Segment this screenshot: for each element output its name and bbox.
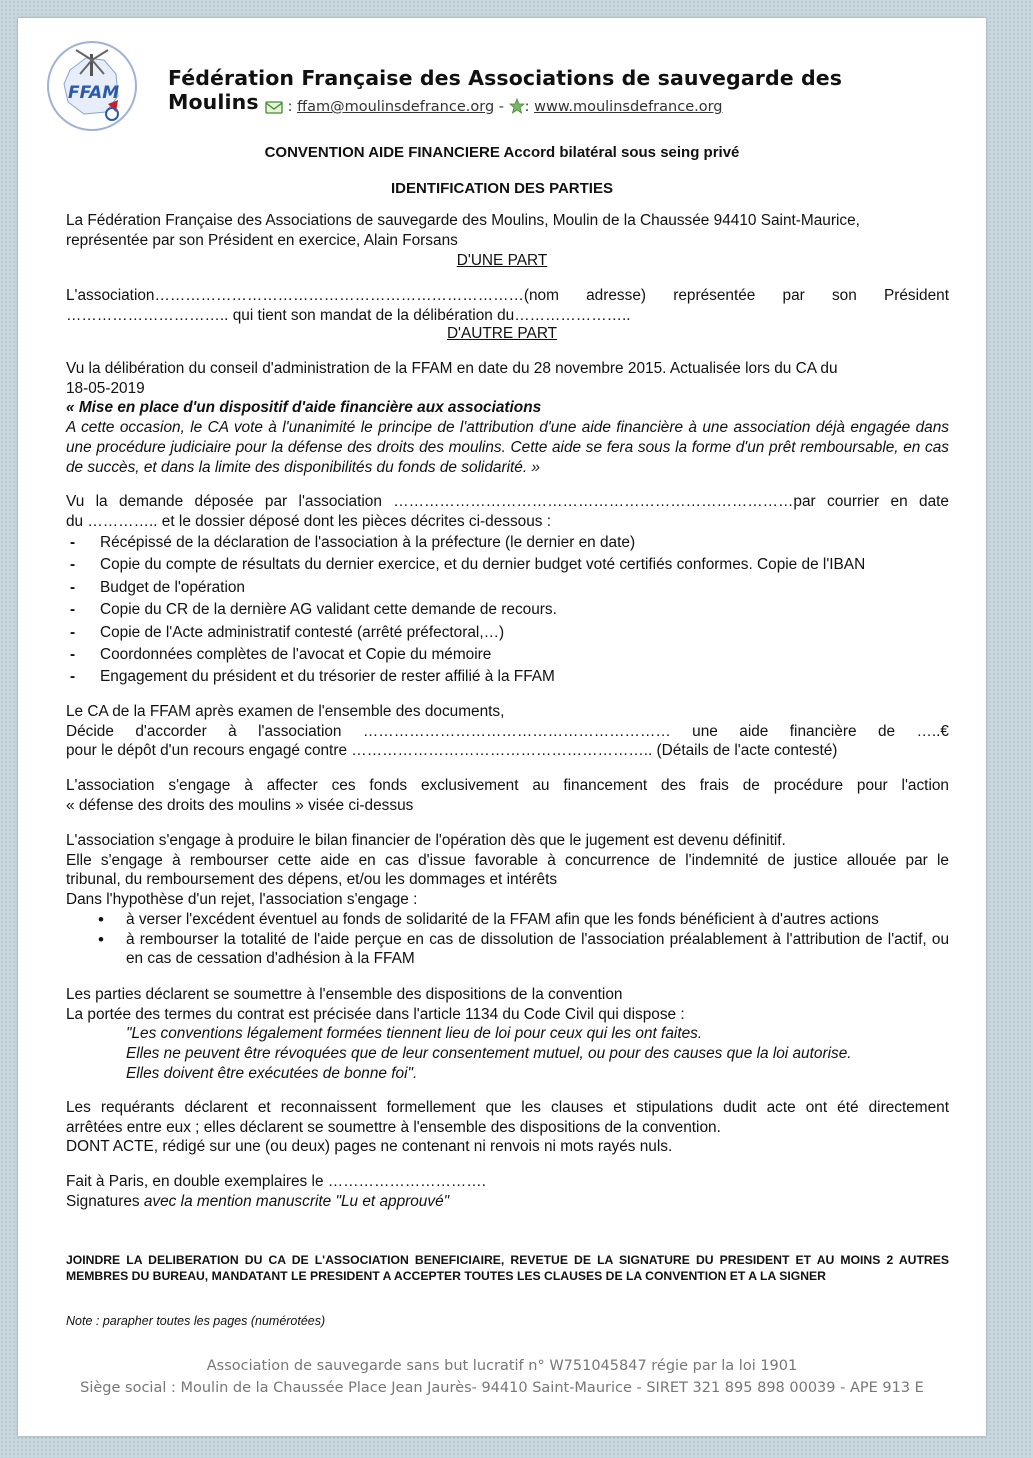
joindre-instructions: JOINDRE LA DELIBERATION DU CA DE L'ASSOCIATION BENEFICIAIRE, REVETUE DE LA SIGNATURE DU PRESIDENT ET AU MOINS 2 AUTRES MEMBRES DU BUREAU, MANDATANT LE PRESIDENT A ACCEPTER TOUTES LES CLAUSES DE LA CONVENTION ET A LA SIGNER bbox=[66, 1253, 949, 1283]
list-item: - Engagement du président et du trésorier de rester affilié à la FFAM bbox=[66, 666, 949, 688]
bilan-line2: Elle s'engage à rembourser cette aide en cas d'issue favorable à concurrence de l'indemnité de justice allouée par le bbox=[66, 851, 949, 869]
demande-line1: Vu la demande déposée par l'association ……………………………………………………………………par courrier en date bbox=[66, 493, 949, 510]
signature-block bbox=[66, 1172, 949, 1211]
ca-line2: Décide d'accorder à l'association …………………………………………………… une aide financière de …..€ bbox=[66, 722, 949, 740]
list-item: • à rembourser la totalité de l'aide perçue en cas de dissolution de l'association préalablement à l'attribution de l'actif, ou en cas de cessation d'adhésion à la FFAM bbox=[66, 930, 949, 969]
ca-line3: pour le dépôt d'un recours engagé contre ………………………………………………….. (Détails de l'acte contesté) bbox=[66, 742, 838, 760]
bilan-paragraph bbox=[66, 831, 949, 910]
ffam-logo bbox=[46, 40, 138, 132]
party-one-line1: La Fédération Française des Associations de sauvegarde des Moulins, Moulin de la Chaussée 94410 Saint-Maurice, bbox=[66, 212, 860, 229]
list-item: - Copie du CR de la dernière AG validant cette demande de recours. bbox=[66, 599, 949, 621]
list-item: - Copie du compte de résultats du dernier exercice, et du dernier budget voté certifiés conformes. Copie de l'IBAN bbox=[66, 554, 949, 576]
parties-heading: IDENTIFICATION DES PARTIES bbox=[391, 180, 613, 197]
website-link[interactable]: www.moulinsdefrance.org bbox=[534, 99, 723, 115]
party-two-line1: L'association………………………………………………………………(nom adresse) représentée par son Président bbox=[66, 287, 949, 304]
parties-line1: Les parties déclarent se soumettre à l'ensemble des dispositions de la convention bbox=[66, 986, 623, 1003]
svg-text:FFAM: FFAM bbox=[68, 83, 120, 103]
demande-paragraph bbox=[66, 492, 949, 531]
deliberation-paragraph bbox=[66, 359, 949, 477]
contact-line: : ffam@moulinsdefrance.org - : www.moulinsdefrance.org bbox=[265, 98, 723, 115]
signature-line: Signatures avec la mention manuscrite "Lu et approuvé" bbox=[66, 1192, 450, 1210]
organization-title: Fédération Française des Associations de sauvegarde des Moulins bbox=[168, 66, 843, 114]
pieces-list bbox=[66, 532, 949, 689]
list-item: - Coordonnées complètes de l'avocat et Copie du mémoire bbox=[66, 644, 949, 666]
party-one bbox=[66, 211, 949, 250]
party-two-line2: ………………………….. qui tient son mandat de la délibération du………………….. bbox=[66, 306, 631, 324]
ca-line1: Le CA de la FFAM après examen de l'ensemble des documents, bbox=[66, 703, 505, 720]
list-item: - Budget de l'opération bbox=[66, 577, 949, 599]
affectation-paragraph bbox=[66, 776, 949, 815]
quote-title: « Mise en place d'un dispositif d'aide financière aux associations bbox=[66, 399, 542, 417]
bilan-line1: L'association s'engage à produire le bilan financier de l'opération dès que le jugement est devenu définitif. bbox=[66, 832, 786, 849]
code-quote-line2: Elles ne peuvent être révoquées que de leur consentement mutuel, ou pour des causes que la loi autorise. bbox=[126, 1045, 852, 1063]
ffam-logo-icon bbox=[46, 40, 138, 132]
dune-part-label: D'UNE PART bbox=[456, 252, 548, 269]
dautre-part-label: D'AUTRE PART bbox=[446, 325, 558, 342]
requerants-line2: arrêtées entre eux ; elles déclarent se soumettre à l'ensemble des dispositions de la convention. bbox=[66, 1118, 721, 1136]
email-link[interactable]: ffam@moulinsdefrance.org bbox=[297, 99, 495, 115]
code-civil-paragraph bbox=[66, 985, 949, 1084]
affectation-line2: « défense des droits des moulins » visée ci-dessus bbox=[66, 796, 414, 814]
requerants-line1: Les requérants déclarent et reconnaissent formellement que les clauses et stipulations dudit acte ont été directement bbox=[66, 1099, 949, 1116]
footer-line1: Association de sauvegarde sans but lucratif n° W751045847 régie par la loi 1901 bbox=[206, 1358, 798, 1374]
deliberation-line1: Vu la délibération du conseil d'administration de la FFAM en date du 28 novembre 2015. Actualisée lors du CA du bbox=[66, 360, 838, 377]
quote-body: A cette occasion, le CA vote à l'unanimité le principe de l'attribution d'une aide financière à une association déjà engagée dans une procédure judiciaire pour la défense des droits des moulins. Cette aide se fera sous la forme d'un prêt remboursable, en cas de succès, et dans la limite des disponibilités du fonds de solidarité. » bbox=[66, 419, 949, 476]
list-item: • à verser l'excédent éventuel au fonds de solidarité de la FFAM afin que les fonds bénéficient à d'autres actions bbox=[66, 910, 949, 930]
document-page bbox=[18, 18, 986, 1436]
email-icon bbox=[265, 100, 283, 114]
list-item: - Copie de l'Acte administratif contesté (arrêté préfectoral,…) bbox=[66, 622, 949, 644]
footer bbox=[18, 1355, 986, 1399]
code-quote-line1: "Les conventions légalement formées tiennent lieu de loi pour ceux qui les ont faites. bbox=[126, 1025, 703, 1043]
fait-line: Fait à Paris, en double exemplaires le …………………………. bbox=[66, 1173, 486, 1190]
party-two bbox=[66, 286, 949, 325]
affectation-line1: L'association s'engage à affecter ces fonds exclusivement au financement des frais de procédure pour l'action bbox=[66, 777, 949, 794]
parties-line2: La portée des termes du contrat est précisée dans l'article 1134 du Code Civil qui dispose : bbox=[66, 1005, 685, 1023]
requerants-line3: DONT ACTE, rédigé sur une (ou deux) pages ne contenant ni renvois ni mots rayés nuls. bbox=[66, 1138, 673, 1156]
requerants-paragraph bbox=[66, 1098, 949, 1157]
demande-line2: du ………….. et le dossier déposé dont les pièces décrites ci-dessous : bbox=[66, 512, 552, 530]
convention-heading: CONVENTION AIDE FINANCIERE Accord bilatéral sous seing privé bbox=[264, 144, 740, 161]
bilan-line4: Dans l'hypothèse d'un rejet, l'association s'engage : bbox=[66, 891, 418, 909]
deliberation-line2: 18-05-2019 bbox=[66, 379, 145, 397]
code-quote-line3: Elles doivent être exécutées de bonne foi". bbox=[126, 1064, 418, 1082]
ca-decision bbox=[66, 702, 949, 761]
list-item: - Récépissé de la déclaration de l'association à la préfecture (le dernier en date) bbox=[66, 532, 949, 554]
star-icon bbox=[509, 98, 525, 114]
party-one-line2: représentée par son Président en exercice, Alain Forsans bbox=[66, 231, 458, 249]
rejet-list bbox=[66, 910, 949, 969]
footer-line2: Siège social : Moulin de la Chaussée Place Jean Jaurès- 94410 Saint-Maurice - SIRET 321 895 898 00039 - APE 913 E bbox=[80, 1380, 924, 1396]
bilan-line3: tribunal, du remboursement des dépens, et/ou les dommages et intérêts bbox=[66, 871, 558, 889]
note-line: Note : parapher toutes les pages (numérotées) bbox=[66, 1314, 326, 1328]
